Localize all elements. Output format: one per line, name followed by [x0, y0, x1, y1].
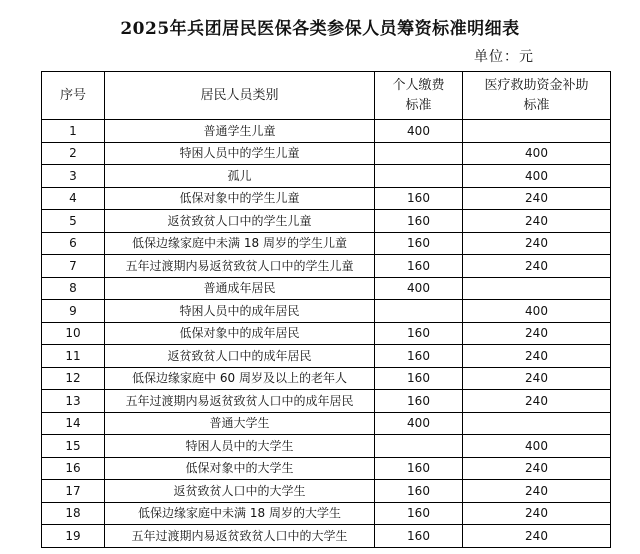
table-row [42, 300, 611, 323]
row-personal: 400 [375, 277, 463, 300]
row-category: 五年过渡期内易返贫致贫人口中的成年居民 [105, 390, 375, 413]
row-seq: 5 [42, 210, 105, 233]
row-category: 低保对象中的大学生 [105, 457, 375, 480]
row-category: 普通学生儿童 [105, 120, 375, 143]
row-subsidy: 240 [463, 480, 611, 503]
table-row [42, 210, 611, 233]
row-personal: 160 [375, 480, 463, 503]
row-category: 特困人员中的大学生 [105, 435, 375, 458]
row-category: 特困人员中的成年居民 [105, 300, 375, 323]
table-row [42, 435, 611, 458]
row-category: 五年过渡期内易返贫致贫人口中的学生儿童 [105, 255, 375, 278]
row-seq: 9 [42, 300, 105, 323]
header-category: 居民人员类别 [105, 72, 375, 120]
header-subsidy: 医疗救助资金补助标准 [463, 72, 611, 120]
standards-table [41, 71, 611, 548]
row-category: 孤儿 [105, 165, 375, 188]
row-subsidy: 240 [463, 390, 611, 413]
table-row [42, 367, 611, 390]
row-category: 普通成年居民 [105, 277, 375, 300]
row-seq: 18 [42, 502, 105, 525]
row-seq: 13 [42, 390, 105, 413]
row-category: 低保对象中的成年居民 [105, 322, 375, 345]
row-seq: 2 [42, 142, 105, 165]
row-subsidy: 240 [463, 345, 611, 368]
row-seq: 8 [42, 277, 105, 300]
header-personal: 个人缴费标准 [375, 72, 463, 120]
document-title: 2025年兵团居民医保各类参保人员筹资标准明细表 [120, 19, 520, 39]
table-row [42, 480, 611, 503]
row-subsidy: 400 [463, 300, 611, 323]
row-seq: 12 [42, 367, 105, 390]
row-personal: 160 [375, 525, 463, 548]
table-row [42, 502, 611, 525]
row-subsidy: 240 [463, 232, 611, 255]
row-subsidy: 400 [463, 142, 611, 165]
row-personal: 160 [375, 457, 463, 480]
table-body [42, 120, 611, 548]
row-category: 普通大学生 [105, 412, 375, 435]
page-edge-mark [26, 545, 40, 553]
row-subsidy [463, 412, 611, 435]
row-personal: 400 [375, 120, 463, 143]
row-seq: 11 [42, 345, 105, 368]
row-personal: 160 [375, 322, 463, 345]
row-personal [375, 300, 463, 323]
row-category: 五年过渡期内易返贫致贫人口中的大学生 [105, 525, 375, 548]
unit-label: 单位：元 [474, 49, 534, 65]
row-category: 低保对象中的学生儿童 [105, 187, 375, 210]
row-category: 低保边缘家庭中 60 周岁及以上的老年人 [105, 367, 375, 390]
table-row [42, 457, 611, 480]
row-subsidy: 240 [463, 457, 611, 480]
row-personal: 160 [375, 255, 463, 278]
table-row [42, 232, 611, 255]
row-category: 返贫致贫人口中的成年居民 [105, 345, 375, 368]
row-personal: 160 [375, 232, 463, 255]
table-row [42, 277, 611, 300]
row-seq: 3 [42, 165, 105, 188]
row-subsidy: 240 [463, 502, 611, 525]
row-personal: 160 [375, 187, 463, 210]
table-row [42, 525, 611, 548]
table-row [42, 255, 611, 278]
row-subsidy: 240 [463, 187, 611, 210]
row-personal: 160 [375, 367, 463, 390]
row-subsidy [463, 277, 611, 300]
row-category: 特困人员中的学生儿童 [105, 142, 375, 165]
row-category: 低保边缘家庭中未满 18 周岁的大学生 [105, 502, 375, 525]
row-subsidy: 240 [463, 322, 611, 345]
row-personal: 160 [375, 502, 463, 525]
table-row [42, 390, 611, 413]
row-seq: 4 [42, 187, 105, 210]
row-seq: 15 [42, 435, 105, 458]
row-seq: 14 [42, 412, 105, 435]
row-seq: 7 [42, 255, 105, 278]
row-subsidy: 240 [463, 367, 611, 390]
table-row [42, 322, 611, 345]
row-seq: 19 [42, 525, 105, 548]
row-personal [375, 142, 463, 165]
table-row [42, 120, 611, 143]
row-seq: 6 [42, 232, 105, 255]
table-row [42, 187, 611, 210]
table-row [42, 165, 611, 188]
row-subsidy: 400 [463, 165, 611, 188]
row-seq: 10 [42, 322, 105, 345]
row-personal: 160 [375, 210, 463, 233]
table-row [42, 345, 611, 368]
header-seq: 序号 [42, 72, 105, 120]
row-seq: 16 [42, 457, 105, 480]
row-subsidy: 240 [463, 525, 611, 548]
table-row [42, 412, 611, 435]
table-header-row [42, 72, 611, 120]
row-subsidy: 240 [463, 255, 611, 278]
row-personal: 160 [375, 345, 463, 368]
row-seq: 1 [42, 120, 105, 143]
row-personal: 160 [375, 390, 463, 413]
row-subsidy: 400 [463, 435, 611, 458]
row-category: 返贫致贫人口中的大学生 [105, 480, 375, 503]
row-subsidy: 240 [463, 210, 611, 233]
row-category: 低保边缘家庭中未满 18 周岁的学生儿童 [105, 232, 375, 255]
row-personal [375, 435, 463, 458]
row-personal [375, 165, 463, 188]
row-subsidy [463, 120, 611, 143]
table-row [42, 142, 611, 165]
row-personal: 400 [375, 412, 463, 435]
row-seq: 17 [42, 480, 105, 503]
row-category: 返贫致贫人口中的学生儿童 [105, 210, 375, 233]
